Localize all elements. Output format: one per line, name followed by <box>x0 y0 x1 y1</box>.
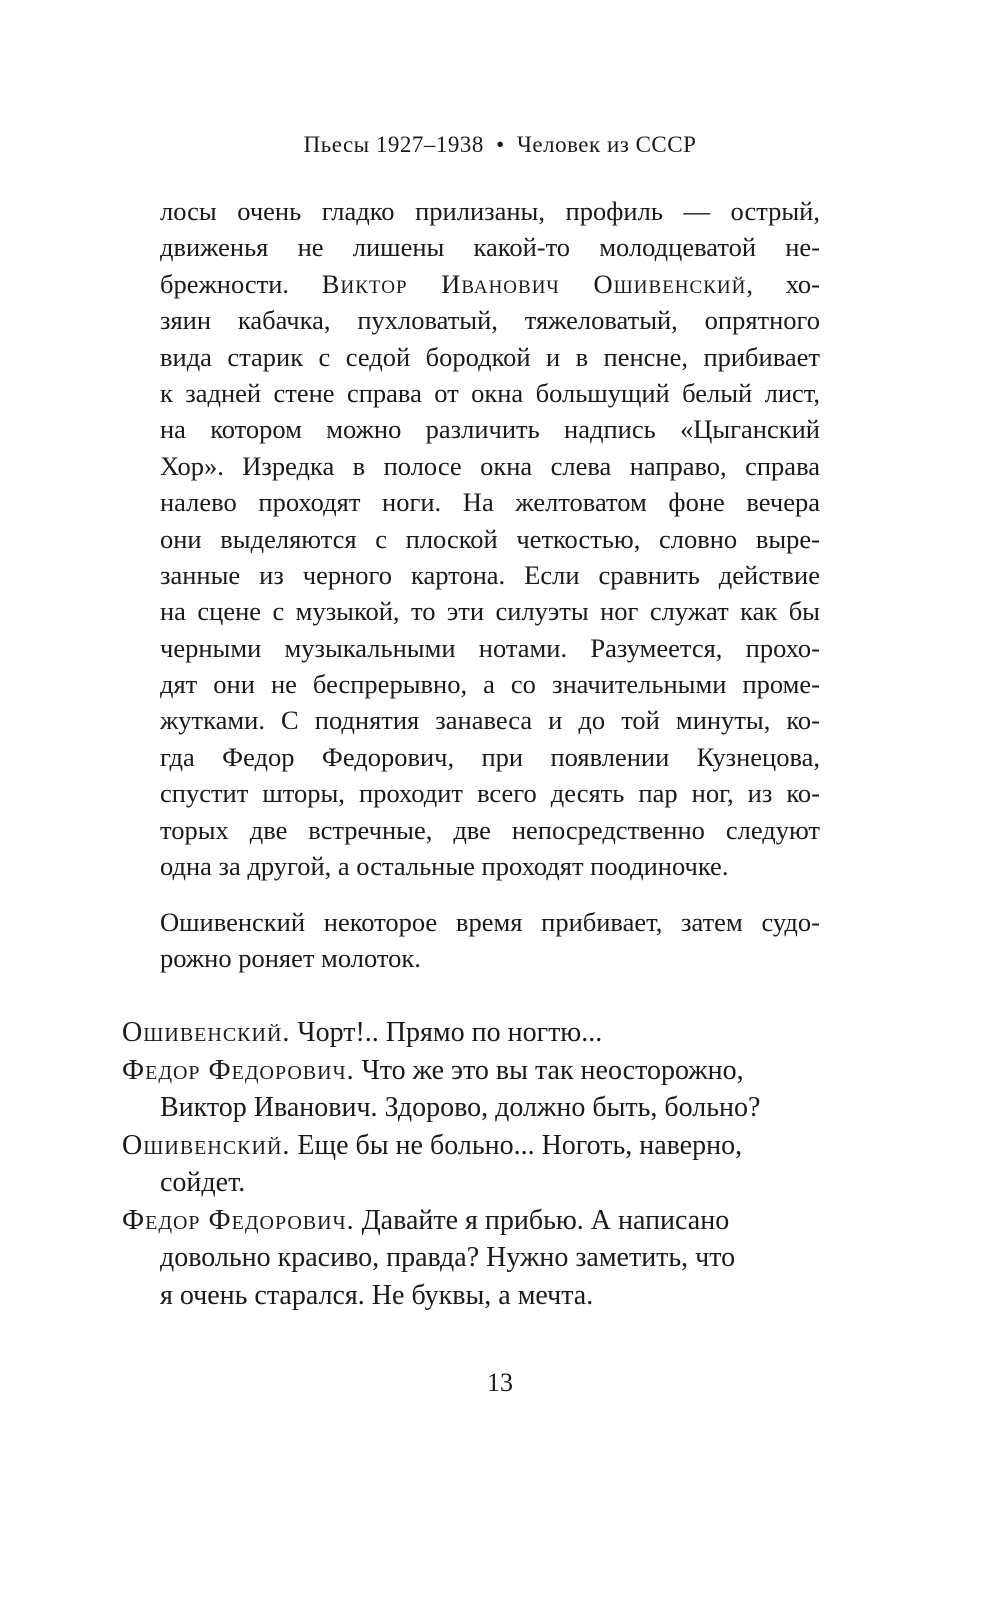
text-line: дят они не беспрерывно, а со значительными проме- <box>160 669 820 700</box>
text-fragment: , хо- <box>746 268 821 299</box>
speech-text: Давайте я прибью. А написано <box>361 1204 730 1236</box>
dialogue-speech <box>122 1014 820 1052</box>
page-number: 13 <box>487 1368 513 1397</box>
running-header <box>0 132 1000 158</box>
stage-direction-2 <box>160 904 820 977</box>
stage-direction-1 <box>160 193 820 884</box>
speaker-name: Ошивенский. <box>122 1017 291 1048</box>
text-line <box>122 1202 820 1240</box>
header-book-title: Пьесы 1927–1938 <box>303 132 484 157</box>
text-line: к задней стене справа от окна большущий белый лист, <box>160 377 820 408</box>
header-separator: • <box>496 132 505 157</box>
text-line: Виктор Иванович. Здорово, должно быть, больно? <box>160 1092 761 1123</box>
text-line: налево проходят ноги. На желтоватом фоне вечера <box>160 487 820 518</box>
speech-text: Чорт!.. Прямо по ногтю... <box>297 1017 603 1048</box>
speech-text: Что же это вы так неосторожно, <box>361 1054 744 1086</box>
text-line: на сцене с музыкой, то эти силуэты ног служат как бы <box>160 596 820 627</box>
text-line: движенья не лишены какой-то молодцеватой не- <box>160 232 820 263</box>
text-line: зяин кабачка, пухловатый, тяжеловатый, опрятного <box>160 305 820 336</box>
speaker-name: Федор Федорович. <box>122 1054 355 1086</box>
speech-text: Еще бы не больно... Ноготь, наверно, <box>297 1129 743 1161</box>
text-line: спустит шторы, проходит всего десять пар ног, из ко- <box>160 778 820 809</box>
text-line: жутками. С поднятия занавеса и до той минуты, ко- <box>160 705 820 736</box>
text-line: Ошивенский некоторое время прибивает, затем судо- <box>160 907 820 937</box>
text-line <box>122 1014 820 1052</box>
text-line: черными музыкальными нотами. Разумеется, прохо- <box>160 632 820 663</box>
text-line <box>160 266 820 302</box>
text-line: торых две встречные, две непосредственно следуют <box>160 814 820 845</box>
dialogue-speech <box>122 1052 820 1127</box>
text-line: вида старик с седой бородкой и в пенсне, прибивает <box>160 341 820 372</box>
text-line: одна за другой, а остальные проходят поодиночке. <box>160 851 729 882</box>
dialogue-block <box>122 1014 820 1314</box>
text-line: сойдет. <box>160 1167 246 1198</box>
text-line: рожно роняет молоток. <box>160 943 421 974</box>
dialogue-speech <box>122 1127 820 1202</box>
speaker-name: Федор Федорович. <box>122 1204 355 1236</box>
text-line: я очень старался. Не буквы, а мечта. <box>160 1279 594 1311</box>
header-work-title: Человек из СССР <box>516 132 697 157</box>
character-name: Виктор Иванович Ошивенский <box>321 268 747 299</box>
dialogue-speech <box>122 1202 820 1315</box>
speaker-name: Ошивенский. <box>122 1129 291 1161</box>
text-line: на котором можно различить надпись «Цыганский <box>160 414 820 445</box>
text-line: занные из черного картона. Если сравнить действие <box>160 559 820 590</box>
text-line <box>122 1052 820 1090</box>
text-line: Хор». Изредка в полосе окна слева направо, справа <box>160 450 820 481</box>
text-line: довольно красиво, правда? Нужно заметить, что <box>160 1242 736 1273</box>
text-line: гда Федор Федорович, при появлении Кузнецова, <box>160 741 820 772</box>
text-line: лосы очень гладко прилизаны, профиль — острый, <box>160 196 820 226</box>
text-fragment: брежности. <box>160 268 322 299</box>
text-line: они выделяются с плоской четкостью, словно выре- <box>160 523 820 554</box>
text-line <box>122 1127 820 1165</box>
